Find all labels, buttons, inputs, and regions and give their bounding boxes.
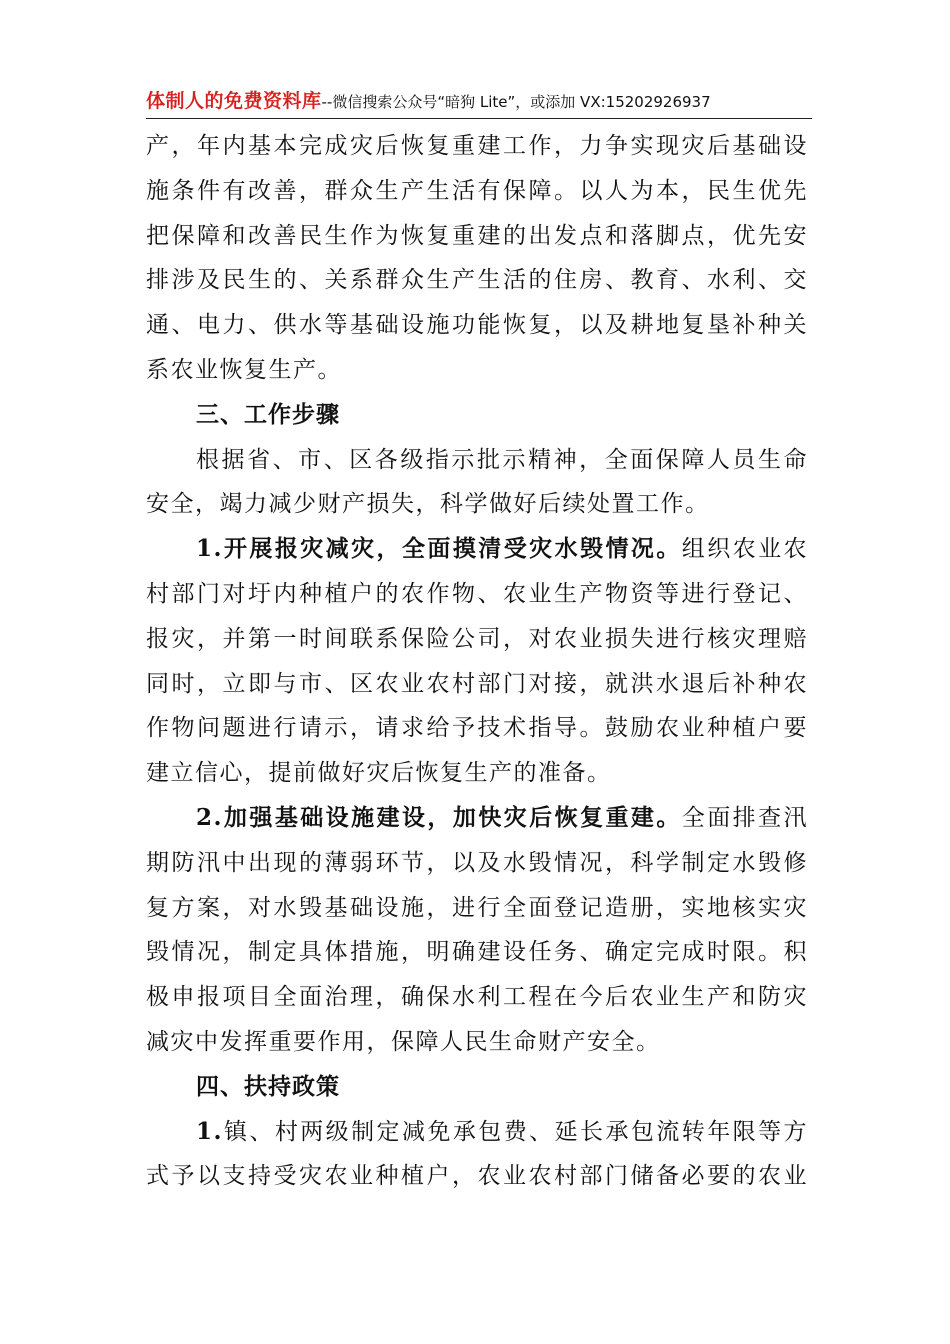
text-line: 作物问题进行请示，请求给予技术指导。鼓励农业种植户要: [146, 715, 808, 742]
document-body: [146, 124, 808, 1199]
item-first-line: [146, 1110, 808, 1155]
item-text: 全面排查汛: [681, 804, 808, 831]
text-line: 产，年内基本完成灾后恢复重建工作，力争实现灾后基础设: [146, 133, 808, 159]
item-title: 1.开展报灾减灾，全面摸清受灾水毁情况。: [196, 535, 682, 563]
text-line: 把保障和改善民生作为恢复重建的出发点和落脚点，优先安: [146, 222, 808, 249]
text-line: 减灾中发挥重要作用，保障人民生命财产安全。: [146, 1028, 661, 1055]
text-line: 系农业恢复生产。: [146, 356, 342, 383]
text-line: 式予以支持受灾农业种植户，农业农村部门储备必要的农业: [146, 1163, 808, 1190]
item-number: 1.: [196, 1117, 224, 1145]
section-heading: 三、工作步骤: [196, 401, 340, 428]
item-first-line: [146, 796, 808, 841]
text-line: 根据省、市、区各级指示批示精神，全面保障人员生命: [196, 446, 808, 473]
text-line: 排涉及民生的、关系群众生产生活的住房、教育、水利、交: [146, 267, 808, 294]
text-line: 极申报项目全面治理，确保水利工程在今后农业生产和防灾: [146, 984, 808, 1011]
text-line: 同时，立即与市、区农业农村部门对接，就洪水退后补种农: [146, 670, 808, 697]
item-text: 镇、村两级制定减免承包费、延长承包流转年限等方: [223, 1118, 808, 1145]
text-line: 村部门对圩内种植户的农作物、农业生产物资等进行登记、: [146, 580, 808, 607]
text-line: 建立信心，提前做好灾后恢复生产的准备。: [146, 760, 612, 787]
item-first-line: [146, 527, 808, 572]
text-line: 复方案，对水毁基础设施，进行全面登记造册，实地核实灾: [146, 894, 808, 921]
item-title: 2.加强基础设施建设，加快灾后恢复重建。: [196, 803, 682, 831]
header-promo: --微信搜索公众号“暗狗 Lite”，或添加 VX:15202926937: [321, 93, 711, 111]
page-header: [146, 86, 812, 119]
header-brand: 体制人的免费资料库: [146, 90, 322, 112]
text-line: 报灾，并第一时间联系保险公司，对农业损失进行核灾理赔: [146, 625, 808, 652]
text-line: 施条件有改善，群众生产生活有保障。以人为本，民生优先: [146, 177, 808, 204]
section-heading: 四、扶持政策: [196, 1073, 340, 1100]
text-line: 安全，竭力减少财产损失，科学做好后续处置工作。: [146, 491, 710, 518]
text-line: 通、电力、供水等基础设施功能恢复，以及耕地复垦补种关: [146, 312, 808, 339]
item-text: 组织农业农: [681, 536, 808, 563]
text-line: 毁情况，制定具体措施，明确建设任务、确定完成时限。积: [146, 939, 808, 966]
text-line: 期防汛中出现的薄弱环节，以及水毁情况，科学制定水毁修: [146, 849, 808, 876]
